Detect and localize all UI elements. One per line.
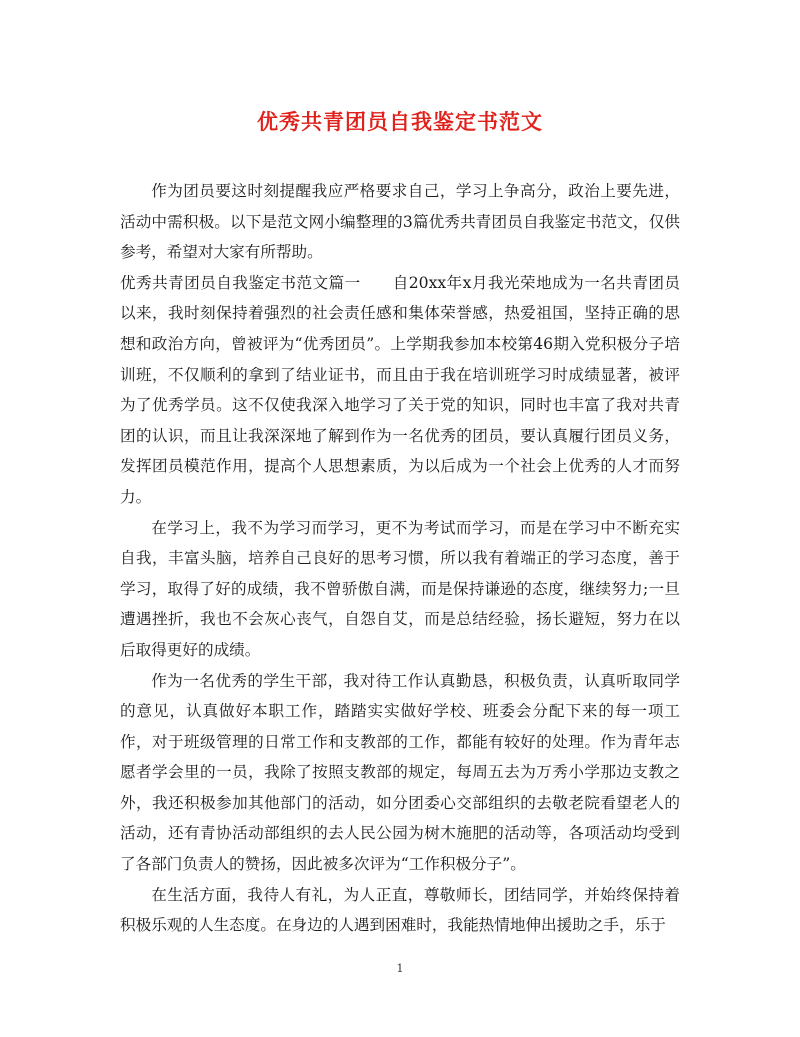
document-title: 优秀共青团员自我鉴定书范文 (257, 110, 543, 134)
paragraph-part-one: 优秀共青团员自我鉴定书范文篇一 自20xx年x月我光荣地成为一名共青团员以来，我时刻保持着强烈的社会责任感和集体荣誉感，热爱祖国，坚持正确的思想和政治方向，曾被评为“优秀团员”。上学期我参加本校第46期入党积极分子培训班，不仅顺利的拿到了结业证书，而且由于我在培训班学习时成绩显著，被评为了优秀学员。这不仅使我深入地学习了关于党的知识，同时也丰富了我对共青团的认识，而且让我深深地了解到作为一名优秀的团员，要认真履行团员义务，发挥团员模范作用，提高个人思想素质，为以后成为一个社会上优秀的人才而努力。 (120, 273, 680, 506)
paragraph-intro: 作为团员要这时刻提醒我应严格要求自己，学习上争高分，政治上要先进，活动中需积极。以下是范文网小编整理的3篇优秀共青团员自我鉴定书范文，仅供参考，希望对大家有所帮助。 (120, 182, 680, 262)
paragraph-study: 在学习上，我不为学习而学习，更不为考试而学习，而是在学习中不断充实自我，丰富头脑，培养自己良好的思考习惯，所以我有着端正的学习态度，善于学习，取得了好的成绩，我不曾骄傲自满，而是保持谦逊的态度，继续努力;一旦遭遇挫折，我也不会灰心丧气，自怨自艾，而是总结经验，扬长避短，努力在以后取得更好的成绩。 (120, 518, 680, 659)
paragraph-work: 作为一名优秀的学生干部，我对待工作认真勤恳，积极负责，认真听取同学的意见，认真做好本职工作，踏踏实实做好学校、班委会分配下来的每一项工作，对于班级管理的日常工作和支教部的工作，都能有较好的处理。作为青年志愿者学会里的一员，我除了按照支教部的规定，每周五去为万秀小学那边支教之外，我还积极参加其他部门的活动，如分团委心交部组织的去敬老院看望老人的活动，还有青协活动部组织的去人民公园为树木施肥的活动等，各项活动均受到了各部门负责人的赞扬，因此被多次评为“工作积极分子”。 (120, 671, 680, 874)
page-number: 1 (396, 962, 404, 975)
document-body (120, 176, 680, 941)
paragraph-life: 在生活方面，我待人有礼，为人正直，尊敬师长，团结同学，并始终保持着积极乐观的人生态度。在身边的人遇到困难时，我能热情地伸出援助之手，乐于 (120, 885, 680, 935)
